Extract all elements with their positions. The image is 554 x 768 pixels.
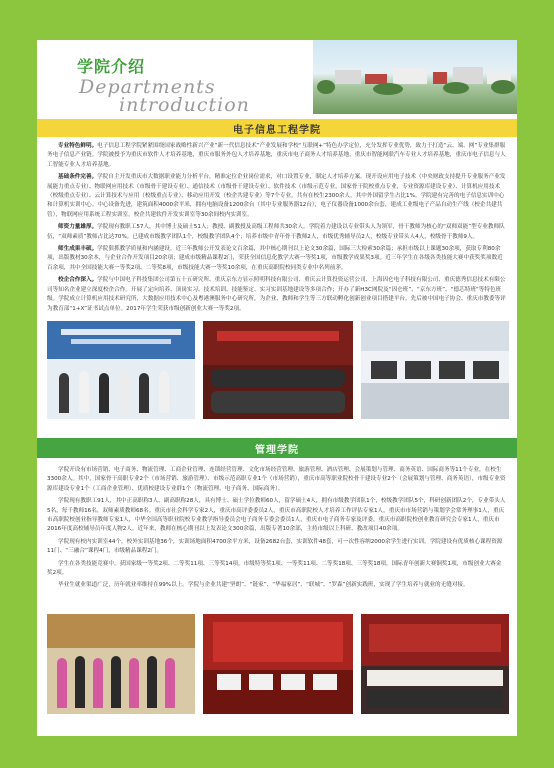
page-title: 学院介绍 (77, 57, 146, 76)
photo-computer-lab (361, 321, 509, 419)
paragraph: 基础条件完善。学院自主开发重庆市大数据职业能力分析平台，精准定位企业岗位需求，对口设置专业，制定人才培养方案。现开设应用电子技术（中央财政支持提升专业服务产业发展能力重点专业）、物联网应用技术（市级骨干建设专业）、通信技术（市级骨干建设专业）、软件技术（市级示范专业，国家骨干院校重点专业，专业资源库建设专业）、计算机应用技术（校级重点专业）、云计算技术与应用（校级重点专业）、移动应用开发（校企共建专业）等7个专业。共有在校生2300余人，其中外国留学生占比1%。学院建有完善的电子信息实训中心和计算机实训中心。中心设备先进，建筑面积4000余平米，拥有电脑设备1200余台（其中专业服务器12台），电子仪器设备1000余台套，建成工业级电子产品自动生产线（校企共建共管），物联网应用系统工程实训室，校企共建软件开发实训室等30余间校内实训室。 (47, 174, 506, 218)
brochure-page (37, 40, 517, 736)
paragraph: 毕业生就业渠道广泛，历年就业率维持在99%以上。学院与企业共建“坚朗”、“链家”、“华福家居”、“联城”、“罗森”创新实践班，实现了学生培养与就业的无缝对接。 (58, 582, 469, 589)
paragraph: 学院现有教职工91人，其中正高职称3人、副高职称28人，具有博士、硕士学位教师60人，留学硕士4人，拥有市级教学团队1个，校级教学团队5个，科研创新团队2个，专业带头人5名，每千教师16名，双师素质教师68名。重庆市社会科学专家2人，重庆市高评委委员2人，重庆市高职院校人才培养工作评估专家1人，重庆市市场营销与策划学会常务理事1人，重庆市高职院校创业指导教师专家1人，中华全国高等职业院校专业教学指导委员会电子商务专委会委员1人，重庆市电子商务专家及评委，重庆市高职院校创业教育研究会专家1人，重庆市2016年度高校辅导员年度人物2人。近年来，教师在核心期刊以上发表论文300余篇，出版专著10余部，主持市级以上科研、教改项目40余项。 (47, 498, 506, 533)
photo-group-ceremony (361, 614, 509, 714)
photo-award-students (47, 614, 195, 714)
photo-stage-award (203, 614, 353, 714)
paragraph: 校企合作深入。学院与中国电子科技集团公司第五十五研究所、重庆京东方显示照明科技有限公司、重庆云计算投资运营公司、上海因仑电子科技有限公司、重庆德秀信息技术有限公司等知名企业建立深度校企合作。开展了定向培养、顶岗实习、技术培训、技能鉴定、实习实训基地建设等多项合作；开办了新H3C网院及“因仑班”、“京东方班”、“德芯特班”等特色班级。学院成立计算机应用技术研究所，大数据应用技术中心及粤港澳服务中心研究所，为企业、教师和学生等三方联动孵化创新创业项目搭建平台。先后被中国电子协会、重庆市教委等评为教育部“1+X”证书试点单位。2017年学生荣获市级创新创业大赛一等奖2项。 (47, 277, 506, 312)
paragraph: 学院现有校内实训室44个，校外实训基地36个，实训场地面积4700余平方米，设备2682台套，实训软件48套，可一次性容纳2000余学生进行实训。学院建设有优质核心课程资源11门、“三融合”课程4门，市级精品课程2门。 (47, 538, 503, 555)
page-subtitle-line2: introduction (119, 94, 250, 116)
photo-group-meeting (203, 321, 353, 419)
section-bar-electronics (37, 119, 517, 137)
paragraph: 学院开设有市场营销、电子商务、物流管理、工商企业管理、连锁经营管理、文化市场经营管理、旅游管理、酒店管理、会展策划与管理、商务英语、国际商务等11个专业，在校生3300余人。其中，国家骨干高职专业2个（市场营销、旅游管理）、市级示范高职专业1个（市场营销），重庆市高等职业院校骨干建设专业2个（会展策划与管理、商务英语），市级专业资源库建设专业1个（工商企业管理）、优质校建设专业群1个（物流管理、电子商务、国际商务）。 (47, 467, 506, 492)
page-subtitle-line1: Departments (79, 76, 216, 98)
paragraph: 师生成果丰硕。学院狠抓教学质量和内涵建设。近三年教师公开发表论文百余篇，其中核心期刊以上论文30余篇，国际三大检索30余篇；承担市级以上课题30余项，获取专利80余项，出版教材30余本，与企业合作开发项目20余项；建成市级精品课程2门，荣获全国信息化教学大赛一等奖1项，市级教学成果奖3项。近三年学生在各级各类技能大赛中获奖奖项数近百余项，其中全国技能大赛一等奖2项、二等奖8项，市级技能大赛一等奖10余项，在重庆高职院校同类专业中名列前茅。 (47, 246, 503, 271)
section-title-electronics: 电子信息工程学院 (233, 124, 321, 136)
photo-certificate-ceremony (47, 321, 195, 419)
campus-photo (313, 40, 517, 114)
paragraph: 专业特色鲜明。电子信息工程学院紧紧围绕国家战略性新兴产业“新一代信息技术”产业发展和学校“互联网+”特色办学定位，充分发挥专业优势，致力于打造“云、端、网”专业集群服务电子信息产业链。学院被授予为重庆市软件人才培养基地，重庆市服务外包人才培养基地，重庆市电子商务人才培养基地，重庆市智能网联汽车专业人才培养基地，重庆市电子信息与人工智能专业人才培养基地。 (47, 143, 506, 168)
section-bar-management (37, 438, 517, 458)
paragraph: 师资力量雄厚。学院现有教职工57人，其中博士及硕士51人；教授、副教授及高级工程师共30余人。学院着力建设以专业带头人为领军，骨干教师为核心的“双师双能”型专业教师队伍，“双师素质”教师占比达70%。已建成市级教学团队1个，校级教学团队4个；培养市级中青年骨干教师2人，市级优秀辅导员2人，校级专业带头人4人，校级骨干教师9人。 (47, 224, 505, 240)
section-text-electronics (47, 142, 507, 317)
paragraph: 学生在各类技能竞赛中，获国家级一等奖2项、二等奖11项、三等奖14项，市级特等奖1项、一等奖11项、二等奖18项、三等奖18项，国际青年创新大赛铜奖1项，市级创业大赛金奖2项。 (47, 560, 502, 577)
section-text-management (47, 466, 507, 594)
section-title-management: 管理学院 (255, 444, 299, 456)
